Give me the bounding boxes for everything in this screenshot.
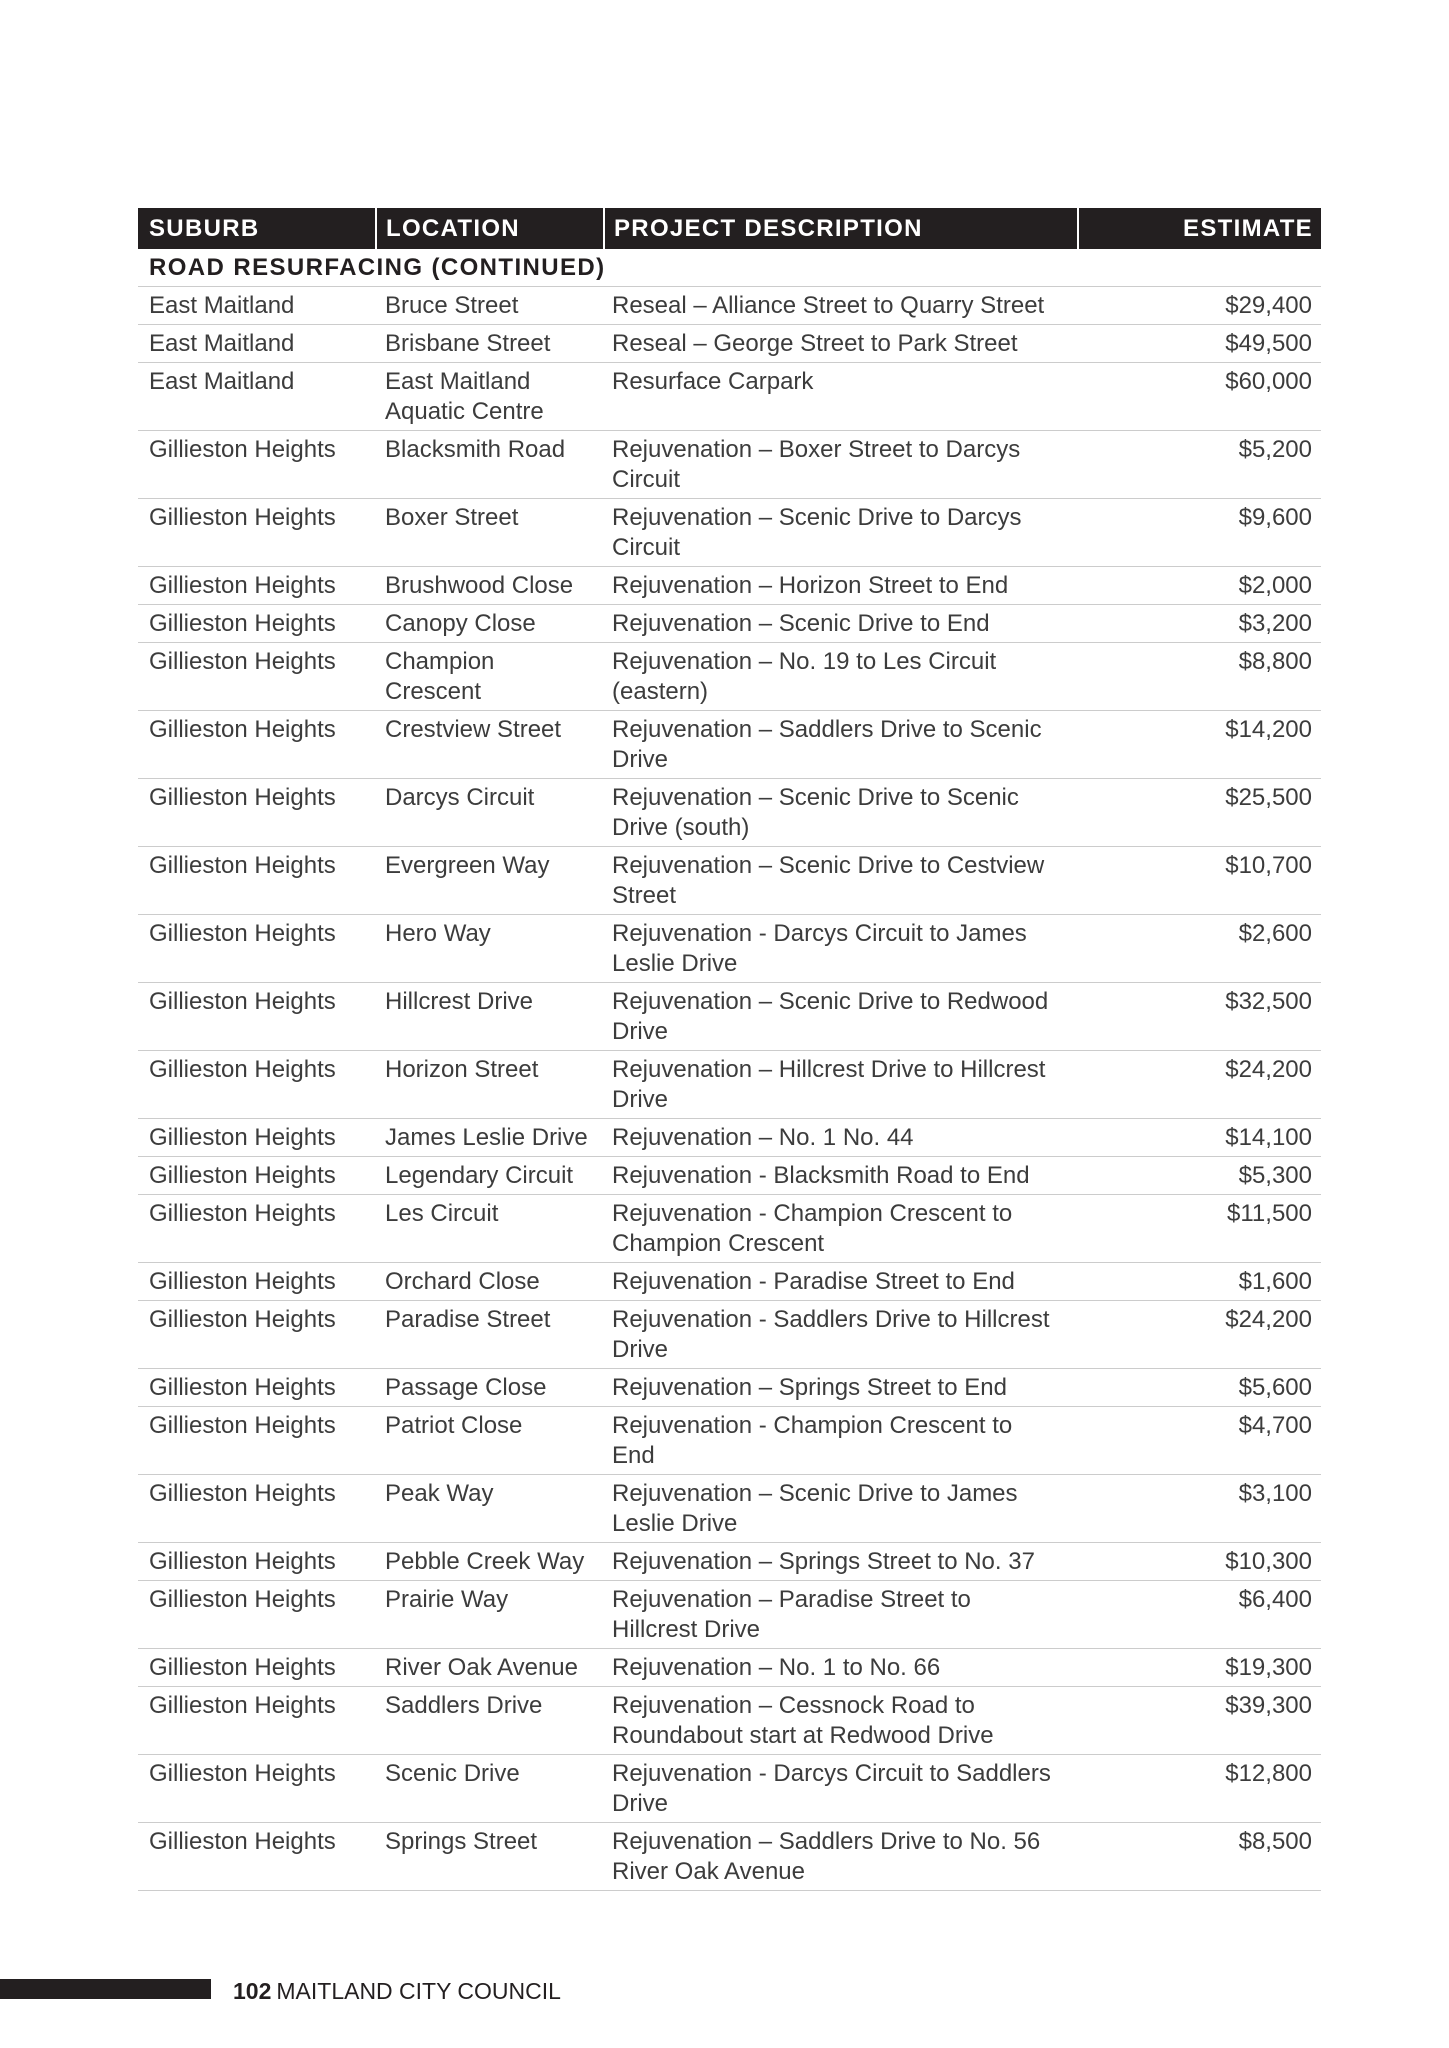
page-number: 102: [233, 1978, 272, 2004]
estimate-cell: $8,800: [1238, 648, 1312, 675]
location-cell: Champion Crescent: [385, 648, 495, 705]
header-estimate: ESTIMATE: [1077, 208, 1321, 249]
location-cell: Pebble Creek Way: [385, 1548, 585, 1575]
estimate-cell: $5,600: [1238, 1374, 1312, 1401]
description-cell: Reseal – Alliance Street to Quarry Street: [612, 292, 1045, 319]
suburb-cell: Gillieston Heights: [149, 1692, 336, 1719]
location-cell: Prairie Way: [385, 1586, 509, 1613]
description-cell: Resurface Carpark: [612, 368, 814, 395]
estimate-cell: $25,500: [1225, 784, 1312, 811]
location-cell: Canopy Close: [385, 610, 536, 637]
estimate-cell: $5,300: [1238, 1162, 1312, 1189]
table-row: [138, 1157, 1321, 1195]
location-cell: Darcys Circuit: [385, 784, 535, 811]
description-cell: Rejuvenation – Saddlers Drive to Scenic Drive: [612, 716, 1042, 773]
table-row: [138, 1823, 1321, 1891]
table-row: [138, 567, 1321, 605]
location-cell: Hero Way: [385, 920, 491, 947]
suburb-cell: Gillieston Heights: [149, 1056, 336, 1083]
description-cell: Rejuvenation – No. 19 to Les Circuit (eastern): [612, 648, 997, 705]
estimate-cell: $32,500: [1225, 988, 1312, 1015]
suburb-cell: Gillieston Heights: [149, 1412, 336, 1439]
table-header: [138, 208, 1321, 249]
description-cell: Rejuvenation – Springs Street to End: [612, 1374, 1007, 1401]
description-cell: Rejuvenation – Springs Street to No. 37: [612, 1548, 1035, 1575]
description-cell: Reseal – George Street to Park Street: [612, 330, 1018, 357]
table-row: [138, 431, 1321, 499]
table-row: [138, 1195, 1321, 1263]
suburb-cell: Gillieston Heights: [149, 1586, 336, 1613]
suburb-cell: Gillieston Heights: [149, 1268, 336, 1295]
table-row: [138, 1407, 1321, 1475]
header-suburb: SUBURB: [149, 215, 260, 242]
location-cell: Les Circuit: [385, 1200, 499, 1227]
table-row: [138, 1263, 1321, 1301]
footer-bar: [0, 1979, 211, 1999]
description-cell: Rejuvenation – Saddlers Drive to No. 56 River Oak Avenue: [612, 1828, 1041, 1885]
description-cell: Rejuvenation – Scenic Drive to Cestview Street: [612, 852, 1045, 909]
description-cell: Rejuvenation – No. 1 to No. 66: [612, 1654, 941, 1681]
estimate-cell: $2,600: [1238, 920, 1312, 947]
suburb-cell: Gillieston Heights: [149, 716, 336, 743]
location-cell: Brushwood Close: [385, 572, 574, 599]
location-cell: Patriot Close: [385, 1412, 523, 1439]
description-cell: Rejuvenation – Horizon Street to End: [612, 572, 1009, 599]
table-row: [138, 983, 1321, 1051]
description-cell: Rejuvenation – No. 1 No. 44: [612, 1124, 914, 1151]
description-cell: Rejuvenation - Blacksmith Road to End: [612, 1162, 1030, 1189]
page-footer: [233, 1975, 561, 2007]
estimate-cell: $4,700: [1238, 1412, 1312, 1439]
description-cell: Rejuvenation – Paradise Street to Hillcrest Drive: [612, 1586, 971, 1643]
estimate-cell: $3,100: [1238, 1480, 1312, 1507]
estimate-cell: $8,500: [1238, 1828, 1312, 1855]
location-cell: Saddlers Drive: [385, 1692, 543, 1719]
table-row: [138, 499, 1321, 567]
description-cell: Rejuvenation - Darcys Circuit to James Leslie Drive: [612, 920, 1027, 977]
description-cell: Rejuvenation – Scenic Drive to Scenic Drive (south): [612, 784, 1019, 841]
description-cell: Rejuvenation – Scenic Drive to Redwood Drive: [612, 988, 1049, 1045]
location-cell: Peak Way: [385, 1480, 494, 1507]
table-row: [138, 1687, 1321, 1755]
estimate-cell: $9,600: [1238, 504, 1312, 531]
suburb-cell: Gillieston Heights: [149, 572, 336, 599]
suburb-cell: Gillieston Heights: [149, 920, 336, 947]
table-row: [138, 847, 1321, 915]
location-cell: Brisbane Street: [385, 330, 551, 357]
suburb-cell: East Maitland: [149, 368, 295, 395]
estimate-cell: $11,500: [1227, 1200, 1312, 1227]
suburb-cell: Gillieston Heights: [149, 436, 336, 463]
suburb-cell: Gillieston Heights: [149, 1548, 336, 1575]
location-cell: Hillcrest Drive: [385, 988, 534, 1015]
description-cell: Rejuvenation – Scenic Drive to End: [612, 610, 990, 637]
description-cell: Rejuvenation - Saddlers Drive to Hillcrest Drive: [612, 1306, 1050, 1363]
suburb-cell: East Maitland: [149, 330, 295, 357]
table-row: [138, 643, 1321, 711]
description-cell: Rejuvenation – Cessnock Road to Roundabout start at Redwood Drive: [612, 1692, 994, 1749]
description-cell: Rejuvenation – Scenic Drive to Darcys Circuit: [612, 504, 1022, 561]
suburb-cell: Gillieston Heights: [149, 1306, 336, 1333]
estimate-cell: $60,000: [1225, 368, 1312, 395]
estimate-cell: $14,200: [1225, 716, 1312, 743]
estimate-cell: $14,100: [1225, 1124, 1312, 1151]
estimate-cell: $1,600: [1238, 1268, 1312, 1295]
suburb-cell: Gillieston Heights: [149, 1828, 336, 1855]
suburb-cell: East Maitland: [149, 292, 295, 319]
location-cell: Bruce Street: [385, 292, 519, 319]
estimate-cell: $10,700: [1225, 852, 1312, 879]
estimate-cell: $39,300: [1225, 1692, 1312, 1719]
estimate-cell: $5,200: [1238, 436, 1312, 463]
description-cell: Rejuvenation - Champion Crescent to End: [612, 1412, 1013, 1469]
description-cell: Rejuvenation – Scenic Drive to James Leslie Drive: [612, 1480, 1018, 1537]
suburb-cell: Gillieston Heights: [149, 610, 336, 637]
section-title: ROAD RESURFACING (CONTINUED): [138, 249, 1321, 287]
capital-works-table: [138, 208, 1321, 1891]
table-row: [138, 779, 1321, 847]
suburb-cell: Gillieston Heights: [149, 1654, 336, 1681]
suburb-cell: Gillieston Heights: [149, 1124, 336, 1151]
location-cell: Springs Street: [385, 1828, 538, 1855]
description-cell: Rejuvenation - Paradise Street to End: [612, 1268, 1015, 1295]
table-row: [138, 915, 1321, 983]
suburb-cell: Gillieston Heights: [149, 1480, 336, 1507]
description-cell: Rejuvenation - Darcys Circuit to Saddlers Drive: [612, 1760, 1051, 1817]
table-row: [138, 1119, 1321, 1157]
location-cell: Boxer Street: [385, 504, 519, 531]
estimate-cell: $29,400: [1225, 292, 1312, 319]
estimate-cell: $10,300: [1225, 1548, 1312, 1575]
suburb-cell: Gillieston Heights: [149, 1162, 336, 1189]
suburb-cell: Gillieston Heights: [149, 988, 336, 1015]
table-row: [138, 1543, 1321, 1581]
estimate-cell: $49,500: [1225, 330, 1312, 357]
table-row: [138, 1301, 1321, 1369]
suburb-cell: Gillieston Heights: [149, 784, 336, 811]
location-cell: Orchard Close: [385, 1268, 540, 1295]
table-row: [138, 363, 1321, 431]
publication-name: MAITLAND CITY COUNCIL: [276, 1978, 561, 2004]
table-row: [138, 287, 1321, 325]
location-cell: East Maitland Aquatic Centre: [385, 368, 544, 425]
description-cell: Rejuvenation – Boxer Street to Darcys Circuit: [612, 436, 1021, 493]
location-cell: Horizon Street: [385, 1056, 539, 1083]
table-row: [138, 1475, 1321, 1543]
suburb-cell: Gillieston Heights: [149, 1374, 336, 1401]
location-cell: Legendary Circuit: [385, 1162, 574, 1189]
estimate-cell: $24,200: [1225, 1306, 1312, 1333]
suburb-cell: Gillieston Heights: [149, 1200, 336, 1227]
estimate-cell: $2,000: [1238, 572, 1312, 599]
location-cell: River Oak Avenue: [385, 1654, 578, 1681]
estimate-cell: $3,200: [1238, 610, 1312, 637]
description-cell: Rejuvenation - Champion Crescent to Champion Crescent: [612, 1200, 1013, 1257]
table-row: [138, 1051, 1321, 1119]
suburb-cell: Gillieston Heights: [149, 648, 336, 675]
estimate-cell: $19,300: [1225, 1654, 1312, 1681]
location-cell: Blacksmith Road: [385, 436, 566, 463]
suburb-cell: Gillieston Heights: [149, 1760, 336, 1787]
table-row: [138, 1649, 1321, 1687]
table-row: [138, 711, 1321, 779]
estimate-cell: $24,200: [1225, 1056, 1312, 1083]
estimate-cell: $6,400: [1238, 1586, 1312, 1613]
table-row: [138, 325, 1321, 363]
suburb-cell: Gillieston Heights: [149, 852, 336, 879]
estimate-cell: $12,800: [1225, 1760, 1312, 1787]
header-project-description: PROJECT DESCRIPTION: [603, 208, 1077, 249]
table-row: [138, 1369, 1321, 1407]
location-cell: James Leslie Drive: [385, 1124, 588, 1151]
description-cell: Rejuvenation – Hillcrest Drive to Hillcrest Drive: [612, 1056, 1046, 1113]
location-cell: Crestview Street: [385, 716, 562, 743]
suburb-cell: Gillieston Heights: [149, 504, 336, 531]
table-row: [138, 605, 1321, 643]
location-cell: Paradise Street: [385, 1306, 551, 1333]
location-cell: Scenic Drive: [385, 1760, 520, 1787]
header-location: LOCATION: [375, 208, 603, 249]
table-row: [138, 1581, 1321, 1649]
table-row: [138, 1755, 1321, 1823]
location-cell: Evergreen Way: [385, 852, 550, 879]
location-cell: Passage Close: [385, 1374, 547, 1401]
